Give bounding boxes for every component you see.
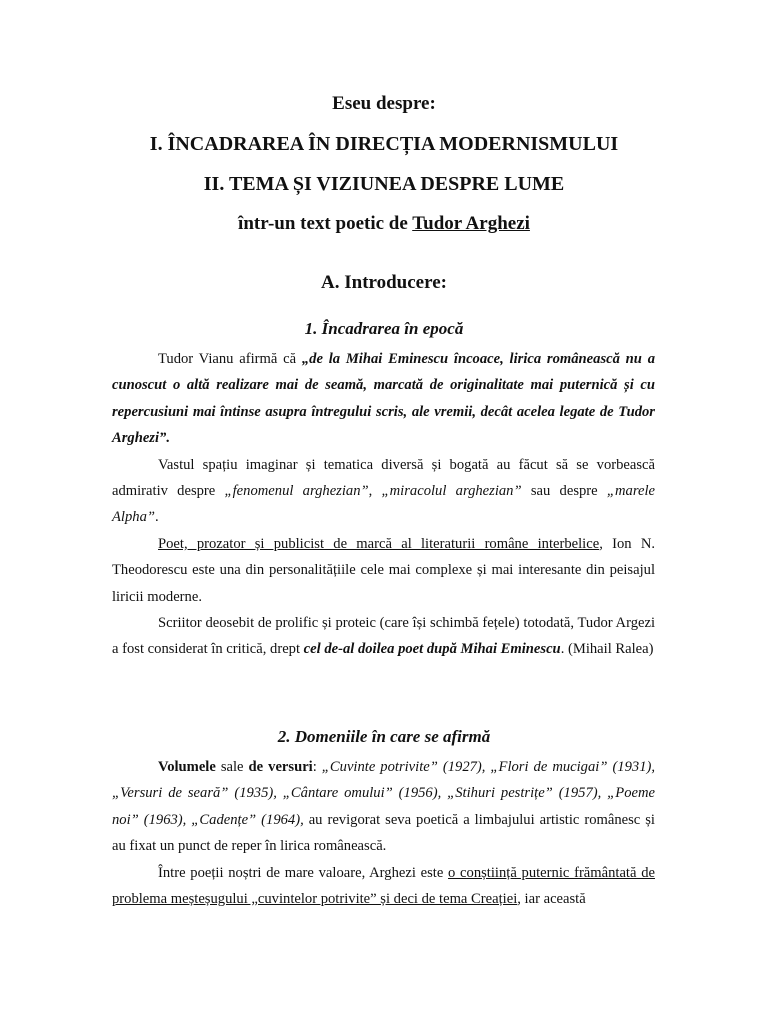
section-heading-a: A. Introducere:	[321, 272, 447, 293]
paragraph-4	[112, 610, 655, 663]
p6-text-2: , iar această	[517, 891, 586, 908]
p4-text-1: Scriitor deosebit de prolific și proteic (care își schimbă fețele) totodată, Tudor Argezi a fost considerat în critică, drept	[112, 615, 655, 658]
p2-quote-1: „fenomenul arghezian”	[224, 483, 369, 500]
title-author-line	[0, 212, 768, 236]
paragraph-3	[112, 531, 655, 610]
title-author-prefix: într-un text poetic de	[238, 213, 413, 234]
p2-text-4: .	[154, 509, 159, 526]
p5-bold-1: Volumele	[158, 759, 216, 775]
p1-quote: „de la Mihai Eminescu încoace, lirica românească nu a cunoscut o altă realizare mai de seamă, marcată de originalitate mai puternică și cu repercusiuni mai întinse asupra întregului scris, ale vremii, decât acelea legate de Tudor Arghezi”.	[112, 351, 655, 447]
p2-text-1: Vastul spațiu imaginar și tematica diversă și bogată au făcut să se vorbească admirativ despre	[112, 456, 655, 500]
paragraph-1	[112, 346, 655, 452]
paragraph-6	[112, 860, 655, 913]
p4-emphasis: cel de-al doilea poet după Mihai Eminescu	[303, 641, 561, 658]
title-block	[0, 92, 768, 252]
body-block-2	[112, 754, 655, 912]
body-block-1	[112, 346, 655, 663]
p2-quote-2: „miracolul arghezian”	[381, 483, 522, 500]
subheading-2: 2. Domeniile în care se afirmă	[277, 727, 491, 746]
p5-text-2: :	[312, 759, 322, 775]
p6-underlined: o conștiință puternic frământată de problema meșteșugului „cuvintelor potrivite” și deci de tema Creației	[112, 864, 655, 908]
title-author-name: Tudor Arghezi	[412, 213, 530, 234]
title-part-one: I. ÎNCADRAREA ÎN DIRECȚIA MODERNISMULUI	[149, 133, 619, 155]
paragraph-2	[112, 452, 655, 531]
p2-quote-3: „marele Alpha”	[112, 483, 656, 526]
p1-text: Tudor Vianu afirmă că	[158, 351, 302, 367]
p5-text-3: au revigorat seva poetică a limbajului artistic românesc și au fixat un punct de reper în lirica românească.	[112, 811, 655, 855]
p3-underlined: Poet, prozator și publicist de marcă al literaturii române interbelice	[158, 535, 600, 552]
title-part-two: II. TEMA ȘI VIZIUNEA DESPRE LUME	[203, 173, 565, 195]
paragraph-5	[112, 754, 655, 860]
p2-text-3: sau despre	[521, 483, 607, 500]
p6-text-1: Între poeții noștri de mare valoare, Arghezi este	[158, 864, 449, 881]
p5-bold-2: de versuri	[248, 759, 313, 775]
p5-text-1: sale	[215, 759, 249, 775]
subheading-1: 1. Încadrarea în epocă	[304, 319, 464, 338]
title-eseu: Eseu despre:	[332, 93, 436, 114]
p5-volumes-list: „Cuvinte potrivite” (1927), „Flori de mucigai” (1931), „Versuri de seară” (1935), „Cântare omului” (1956), „Stihuri pestrițe” (1957), „Poeme noi” (1963), „Cadențe” (1964),	[112, 759, 656, 828]
p3-text: , Ion N. Theodorescu este una din personalitățiile cele mai complexe și mai interesante din peisajul liricii moderne.	[112, 535, 656, 605]
p2-text-2: ,	[368, 483, 382, 500]
p4-text-2: . (Mihail Ralea)	[560, 641, 654, 658]
